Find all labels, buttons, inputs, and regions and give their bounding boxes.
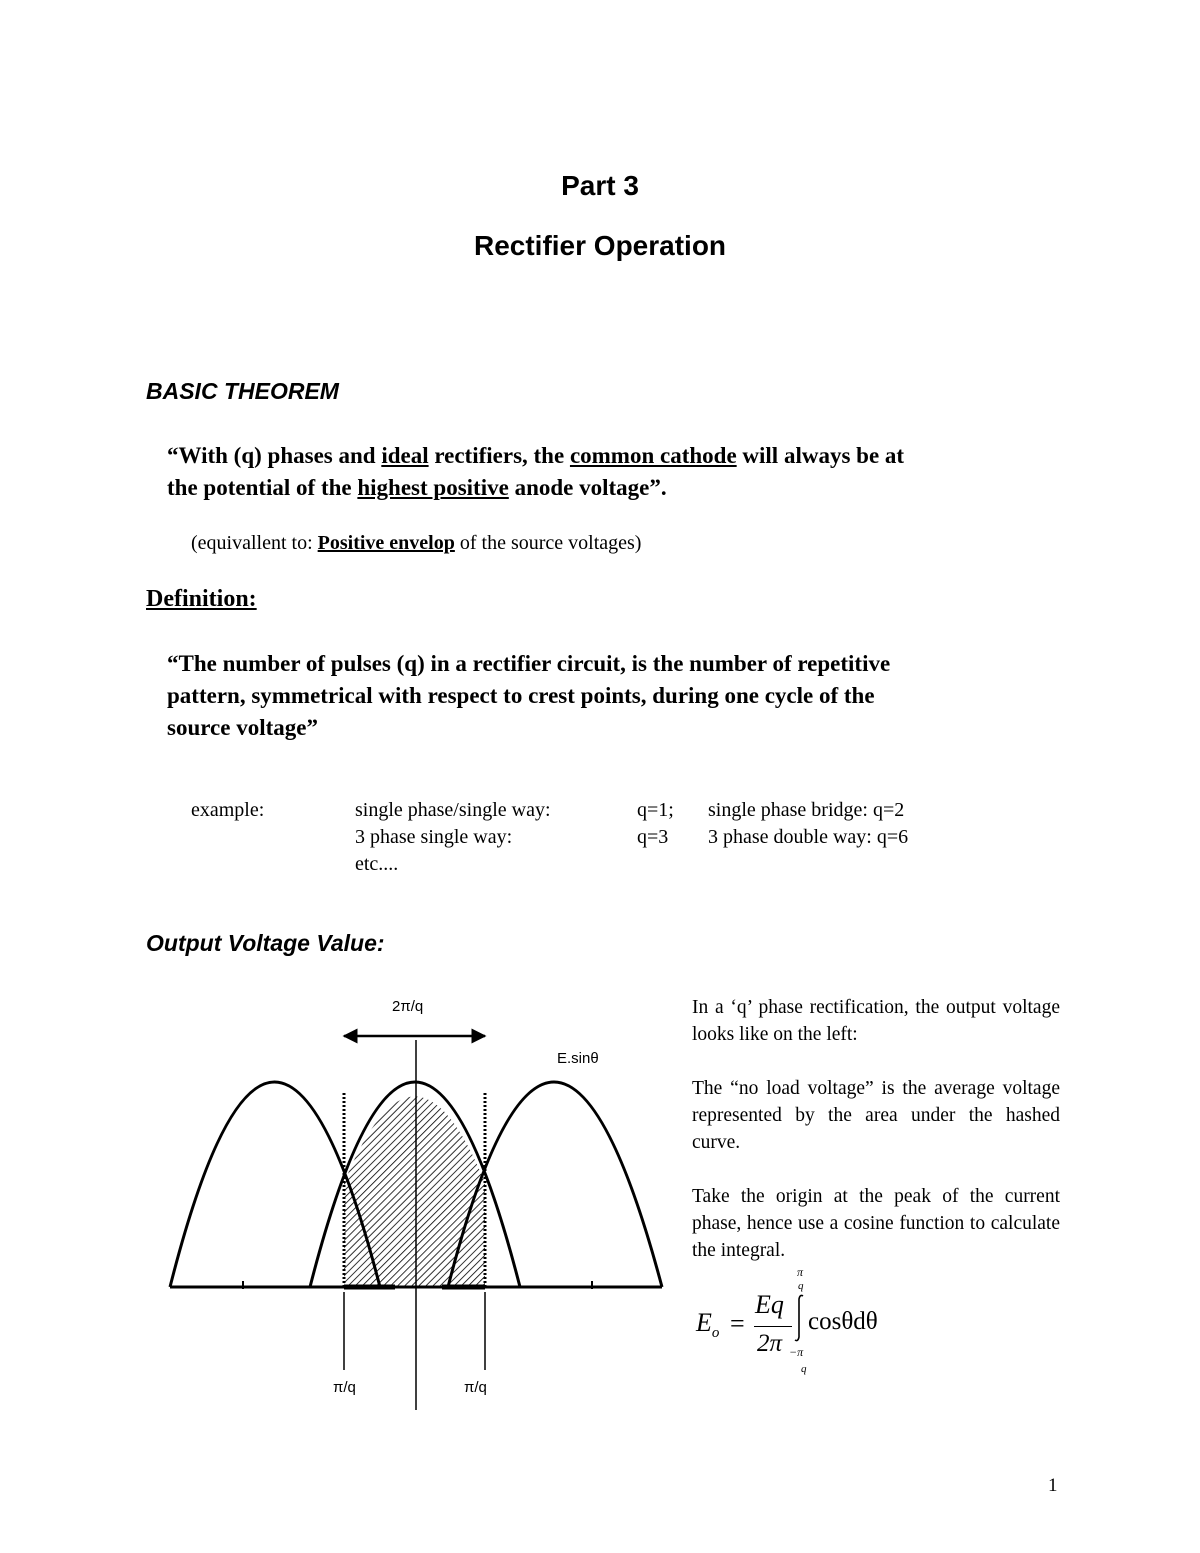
example-q: q=1; xyxy=(637,799,674,821)
theorem-text: will always be at xyxy=(736,443,905,468)
example-type: 3 phase single way: xyxy=(355,826,513,848)
page-number: 1 xyxy=(1048,1475,1058,1496)
note-text: of the source voltages) xyxy=(454,532,642,554)
explanation-para-2: The “no load voltage” is the average voltage represented by the area under the hashed curve. xyxy=(692,1078,1060,1153)
basic-theorem-heading: BASIC THEOREM xyxy=(146,378,339,404)
example-q: q=3 xyxy=(637,826,669,848)
formula-lower-num: π xyxy=(797,1345,804,1359)
label-left: π/q xyxy=(333,1379,356,1396)
theorem-text: “With (q) phases and xyxy=(167,443,382,468)
explanation-para-1: In a ‘q’ phase rectification, the output voltage looks like on the left: xyxy=(692,997,1060,1045)
theorem-text: the potential of the xyxy=(167,475,358,500)
formula-integrand-text: cosθdθ xyxy=(808,1308,878,1335)
example-other: 3 phase double way: q=6 xyxy=(708,826,909,848)
definition-line-1: “The number of pulses (q) in a rectifier circuit, is the number of repetitive xyxy=(167,651,891,676)
example-other: single phase bridge: q=2 xyxy=(708,799,905,821)
formula-numerator: Eq xyxy=(755,1290,784,1319)
theorem-text: anode voltage”. xyxy=(508,475,667,500)
integral-sign-icon xyxy=(792,1293,808,1343)
formula-lower-den: q xyxy=(801,1363,807,1375)
explanation-para-3: Take the origin at the peak of the current phase, hence use a cosine function to calculate the integral. xyxy=(692,1186,1060,1261)
common-cathode-term: common cathode xyxy=(569,443,737,468)
formula-lower-limit xyxy=(789,1345,803,1360)
formula-upper-num: π xyxy=(797,1265,804,1279)
label-period: 2π/q xyxy=(392,998,424,1015)
formula-upper-den: q xyxy=(798,1280,804,1292)
formula-lhs-symbol: E xyxy=(696,1308,712,1337)
output-voltage-heading: Output Voltage Value: xyxy=(146,930,385,956)
example-label: example: xyxy=(191,799,265,821)
formula-lhs-subscript: o xyxy=(711,1325,720,1342)
example-type: single phase/single way: xyxy=(355,799,551,821)
positive-envelop-term: Positive envelop xyxy=(317,532,455,554)
definition-line-3: source voltage” xyxy=(167,715,318,740)
formula-equals: = xyxy=(730,1309,745,1338)
formula-denominator: 2π xyxy=(757,1330,783,1357)
ideal-term: ideal xyxy=(381,443,429,468)
definition-line-2: pattern, symmetrical with respect to crest points, during one cycle of the xyxy=(167,683,875,708)
part-number: Part 3 xyxy=(561,170,639,201)
label-wave: E.sinθ xyxy=(557,1050,599,1067)
page-title: Rectifier Operation xyxy=(473,230,727,261)
formula-fraction-bar xyxy=(754,1326,792,1327)
formula-lhs xyxy=(696,1308,719,1342)
formula-integrand xyxy=(808,1308,878,1336)
highest-positive-term: highest positive xyxy=(357,475,509,500)
formula-lower-sign: − xyxy=(789,1345,798,1359)
theorem-text: rectifiers, the xyxy=(428,443,570,468)
label-right: π/q xyxy=(464,1379,487,1396)
note-text: (equivallent to: xyxy=(191,532,318,554)
example-type: etc.... xyxy=(355,853,399,875)
definition-heading: Definition: xyxy=(146,586,257,612)
